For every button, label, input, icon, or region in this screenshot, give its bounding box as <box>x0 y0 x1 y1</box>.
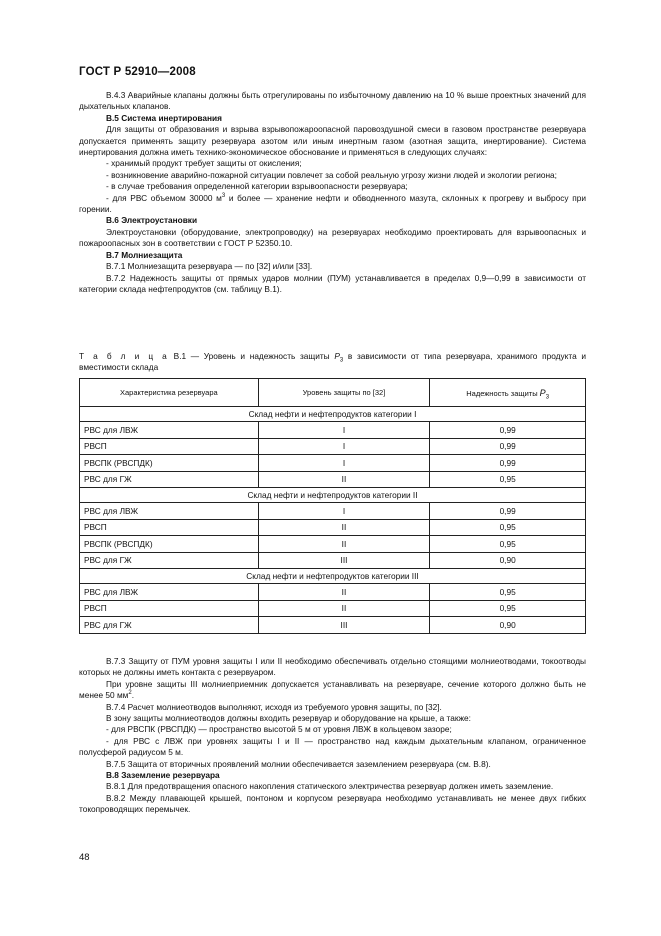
table-group-row <box>80 407 586 422</box>
tank-type-cell: РВСПК (РВСПДК) <box>80 536 259 553</box>
table-row <box>80 503 586 520</box>
paragraph-b71: В.7.1 Молниезащита резервуара — по [32] и/или [33]. <box>106 261 313 272</box>
paragraph-b43: В.4.3 Аварийные клапаны должны быть отрегулированы по избыточному давлению на 10 % выше проектных значений для дыхательных клапанов. <box>79 90 586 112</box>
list-item-tail: и более — хранение нефти и обводненного мазута, склонных к прогреву и выбросу при горении. <box>79 192 587 215</box>
paragraph-b74: В.7.4 Расчет молниеотводов выполняют, исходя из требуемого уровня защиты, по [32]. <box>106 701 442 712</box>
protection-level-cell: I <box>258 455 430 472</box>
table-body <box>80 407 586 634</box>
protection-level-cell: II <box>258 471 430 488</box>
reliability-cell: 0,95 <box>430 471 586 488</box>
table-group-row <box>80 569 586 584</box>
paragraph-electro: Электроустановки (оборудование, электропроводку) на резервуарах необходимо проектировать для взрывоопасных и пожароопасных зон в соответствии с ГОСТ Р 52350.10. <box>79 226 586 249</box>
reliability-cell: 0,99 <box>430 455 586 472</box>
tank-type-cell: РВС для ГЖ <box>80 617 259 634</box>
paragraph-text: При уровне защиты III молниеприемник допускается устанавливать на резервуаре, сечение которого должно быть не менее 50 мм <box>79 678 586 701</box>
header-cell: Характеристика резервуара <box>80 379 259 407</box>
paragraph-level3 <box>79 679 586 702</box>
reliability-cell: 0,95 <box>430 584 586 601</box>
superscript: 3 <box>221 192 226 199</box>
table-row <box>80 584 586 601</box>
caption-subscript: 3 <box>339 357 344 364</box>
protection-level-cell: II <box>258 600 430 617</box>
paragraph-b75: В.7.5 Защита от вторичных проявлений молнии обеспечивается заземлением резервуара (см. В.8). <box>106 758 491 769</box>
list-item: - хранимый продукт требует защиты от окисления; <box>106 158 302 169</box>
header-symbol: P <box>539 387 546 398</box>
group-title: Склад нефти и нефтепродуктов категории I <box>80 407 586 422</box>
reliability-cell: 0,95 <box>430 600 586 617</box>
paragraph-zone: В зону защиты молниеотводов должны входить резервуар и оборудование на крыше, а также: <box>106 713 471 724</box>
caption-lead: Т а б л и ц а <box>79 351 169 361</box>
protection-table <box>79 378 586 634</box>
paragraph-b72: В.7.2 Надежность защиты от прямых ударов молнии (ПУМ) устанавливается в пределах 0,9—0,99 в зависимости от категории склада нефтепродуктов (см. таблицу В.1). <box>79 272 586 294</box>
group-title: Склад нефти и нефтепродуктов категории II <box>80 488 586 503</box>
tank-type-cell: РВСП <box>80 438 259 455</box>
protection-level-cell: I <box>258 422 430 439</box>
reliability-cell: 0,90 <box>430 552 586 569</box>
heading-b7: В.7 Молниезащита <box>106 249 183 260</box>
reliability-cell: 0,90 <box>430 617 586 634</box>
tank-type-cell: РВСПК (РВСПДК) <box>80 455 259 472</box>
tank-type-cell: РВС для ЛВЖ <box>80 422 259 439</box>
page-number: 48 <box>79 852 90 863</box>
heading-b5: В.5 Система инертирования <box>106 112 222 123</box>
list-item-text: - для РВС объемом 30000 м <box>106 192 222 203</box>
caption-symbol: P <box>334 351 340 361</box>
superscript: 2 <box>128 690 132 697</box>
header-text: Надежность защиты <box>466 388 540 398</box>
list-item: - для РВС с ЛВЖ при уровнях защиты I и II — пространство над каждым дыхательным клапаном, ограниченное полусферой радиусом 5 м. <box>79 735 586 758</box>
bottom-section <box>79 656 586 816</box>
table-row <box>80 422 586 439</box>
group-title: Склад нефти и нефтепродуктов категории III <box>80 569 586 584</box>
paragraph-inerting: Для защиты от образования и взрыва взрывопожароопасной паровоздушной смеси в газовом пространстве резервуара допускается применять защиту резервуара азотом или иным инертным газом (азотная защита, инертирование). Система инертирования должна иметь технико-экономическое обоснование и применяться в следующих случаях: <box>79 124 586 158</box>
table-row <box>80 536 586 553</box>
table-row <box>80 617 586 634</box>
list-item-rvs <box>79 193 586 216</box>
heading-b8: В.8 Заземление резервуара <box>106 770 220 781</box>
protection-level-cell: III <box>258 617 430 634</box>
tank-type-cell: РВС для ЛВЖ <box>80 503 259 520</box>
reliability-cell: 0,95 <box>430 519 586 536</box>
protection-level-cell: III <box>258 552 430 569</box>
top-section <box>79 90 586 295</box>
paragraph-b82: В.8.2 Между плавающей крышей, понтоном и корпусом резервуара необходимо устанавливать не менее двух гибких токопроводящих перемычек. <box>79 792 586 815</box>
tank-type-cell: РВС для ЛВЖ <box>80 584 259 601</box>
document-header: ГОСТ Р 52910—2008 <box>79 66 196 78</box>
protection-level-cell: II <box>258 584 430 601</box>
table-row <box>80 455 586 472</box>
table-group-row <box>80 488 586 503</box>
list-item: - в случае требования определенной категории взрывоопасности резервуара; <box>106 181 408 192</box>
table-row <box>80 519 586 536</box>
reliability-cell: 0,95 <box>430 536 586 553</box>
tank-type-cell: РВС для ГЖ <box>80 471 259 488</box>
paragraph-tail: . <box>131 690 135 701</box>
reliability-cell: 0,99 <box>430 503 586 520</box>
reliability-cell: 0,99 <box>430 422 586 439</box>
protection-level-cell: II <box>258 519 430 536</box>
tank-type-cell: РВСП <box>80 519 259 536</box>
tank-type-cell: РВС для ГЖ <box>80 552 259 569</box>
tank-type-cell: РВСП <box>80 600 259 617</box>
paragraph-b81: В.8.1 Для предотвращения опасного накопления статического электричества резервуар должен иметь заземление. <box>106 781 554 792</box>
table-row <box>80 438 586 455</box>
list-item: - возникновение аварийно-пожарной ситуации повлечет за собой реальную угрозу жизни людей и экологии региона; <box>106 169 557 180</box>
table-row <box>80 471 586 488</box>
paragraph-b73: В.7.3 Защиту от ПУМ уровня защиты I или II необходимо обеспечивать отдельно стоящими молниеотводами, токоотводы которых не должны иметь контакта с резервуаром. <box>79 656 586 678</box>
caption-rest: в зависимости от типа резервуара, хранимого продукта и вместимости склада <box>79 351 586 373</box>
table-header-row <box>80 379 586 407</box>
reliability-cell: 0,99 <box>430 438 586 455</box>
header-cell: Уровень защиты по [32] <box>258 379 430 407</box>
table-caption <box>79 351 586 374</box>
protection-level-cell: I <box>258 438 430 455</box>
caption-num: В.1 — Уровень и надежность защиты <box>168 351 335 361</box>
list-item: - для РВСПК (РВСПДК) — пространство высотой 5 м от уровня ЛВЖ в кольцевом зазоре; <box>106 724 452 735</box>
table-row <box>80 552 586 569</box>
protection-level-cell: II <box>258 536 430 553</box>
protection-level-cell: I <box>258 503 430 520</box>
header-cell <box>430 379 586 407</box>
header-subscript: 3 <box>545 394 550 400</box>
table-row <box>80 600 586 617</box>
heading-b6: В.6 Электроустановки <box>106 215 198 226</box>
